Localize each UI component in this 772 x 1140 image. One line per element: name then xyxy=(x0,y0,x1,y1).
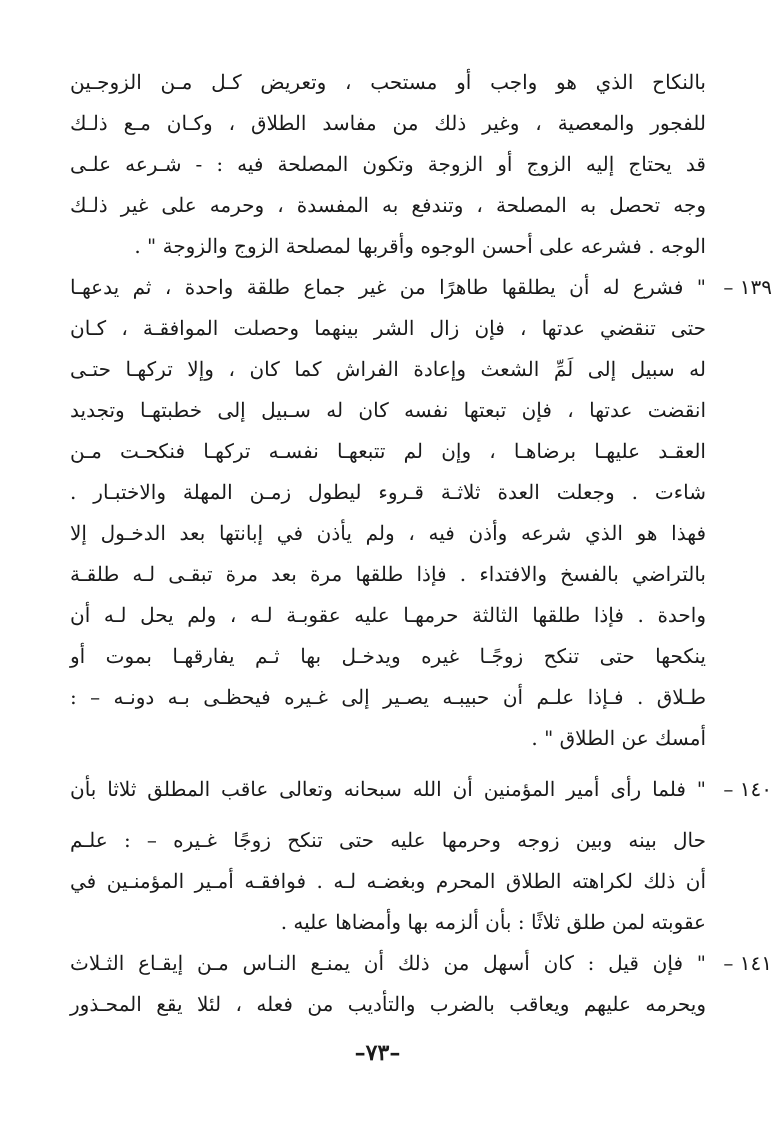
paragraph-gap xyxy=(70,759,706,769)
text-line: طـلاق . فـإذا علـم أن حبيبـه يصـير إلى غـيره فيحظـى بـه دونـه – : xyxy=(70,685,706,709)
line-gap xyxy=(70,810,706,820)
paragraph-139 xyxy=(70,267,772,759)
text-line: فهذا هو الذي شرعه وأذن فيه ، ولم يأذن في إبانتها بعد الدخـول إلا xyxy=(70,521,707,545)
paragraph-141 xyxy=(70,943,772,1025)
text-line: شاءت . وجعلت العدة ثلاثـة قـروء ليطول زمـن المهلة والاختبـار . xyxy=(70,480,706,504)
text-line: " فإن قيل : كان أسهل من ذلك أن يمنـع النـاس مـن إيقـاع الثـلاث xyxy=(70,951,706,975)
text-line: ويحرمه عليهم ويعاقب بالضرب والتأديب من فعله ، لئلا يقع المحـذور xyxy=(70,992,706,1016)
text-line: حال بينه وبين زوجه وحرمها عليه حتى تنكح زوجًا غـيره – : علـم xyxy=(70,828,706,852)
text-line: ينكحها حتى تنكح زوجًـا غيره ويدخـل بها ثـم يفارقهـا بموت أو xyxy=(70,644,706,668)
text-line: الوجه . فشرعه على أحسن الوجوه وأقربها لمصلحة الزوج والزوجة " . xyxy=(134,234,706,258)
text-line: بالنكاح الذي هو واجب أو مستحب ، وتعريض كـل مـن الزوجـين xyxy=(70,70,706,94)
text-line: حتى تنقضي عدتها ، فإن زال الشر بينهما وحصلت الموافقـة ، كـان xyxy=(70,316,706,340)
text-line: " فشرع له أن يطلقها طاهرًا من غير جماع طلقة واحدة ، ثم يدعهـا xyxy=(70,275,706,299)
paragraph-continuation xyxy=(70,62,706,267)
text-line: وجه تحصل به المصلحة ، وتندفع به المفسدة ، وحرمه على غير ذلـك xyxy=(70,193,706,217)
body-text xyxy=(70,62,772,1025)
text-line: له سبيل إلى لَمِّ الشعث وإعادة الفراش كما كان ، وإلا تركهـا حتـى xyxy=(70,357,706,381)
paragraph-number: ١٤٠ – xyxy=(723,777,772,801)
text-line: للفجور والمعصية ، وغير ذلك من مفاسد الطلاق ، وكـان مـع ذلـك xyxy=(70,111,706,135)
text-line: واحدة . فإذا طلقها الثالثة حرمهـا عليه عقوبـة لـه ، ولم يحل لـه أن xyxy=(70,603,706,627)
paragraph-140 xyxy=(70,769,772,943)
paragraph-number: ١٣٩ – xyxy=(723,275,772,299)
text-line: انقضت عدتها ، فإن تبعتها نفسه كان له سـبيل إلى خطبتهـا وتجديد xyxy=(70,398,706,422)
text-line: قد يحتاج إليه الزوج أو الزوجة وتكون المصلحة فيه : - شـرعه علـى xyxy=(70,152,706,176)
text-line: بالتراضي بالفسخ والافتداء . فإذا طلقها مرة بعد مرة تبقـى لـه طلقـة xyxy=(70,562,706,586)
text-line: أن ذلك لكراهته الطلاق المحرم وبغضـه لـه . فوافقـه أمـير المؤمنـين في xyxy=(70,869,706,893)
text-line: عقوبته لمن طلق ثلاثًا : بأن ألزمه بها وأمضاها عليه . xyxy=(280,910,706,934)
text-line: العقـد عليهـا برضاهـا ، وإن لم تتبعهـا نفسـه تركهـا فنكحـت مـن xyxy=(70,439,706,463)
text-line: " فلما رأى أمير المؤمنين أن الله سبحانه وتعالى عاقب المطلق ثلاثا بأن xyxy=(70,777,706,801)
paragraph-number: ١٤١ – xyxy=(723,951,772,975)
page-number: –٧٣– xyxy=(354,1040,401,1066)
text-line: أمسك عن الطلاق " . xyxy=(531,726,706,750)
